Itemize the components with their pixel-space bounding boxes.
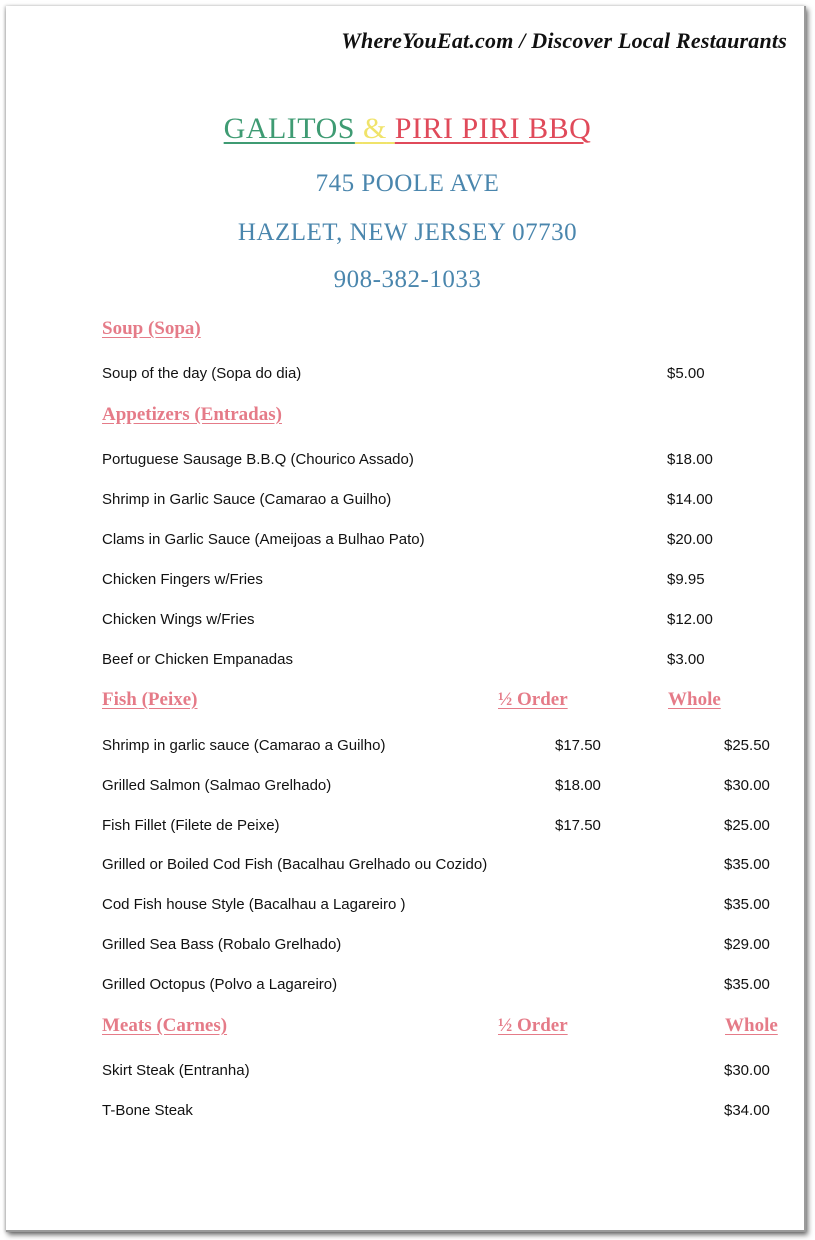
section-title-meats: Meats (Carnes) xyxy=(102,1015,228,1036)
menu-item-price: $14.00 xyxy=(667,491,713,508)
column-header-half-order: ½ Order xyxy=(498,689,568,710)
menu-item-name: Grilled Salmon (Salmao Grelhado) xyxy=(102,777,332,794)
address-line1: 745 POOLE AVE xyxy=(315,170,500,197)
menu-item-name: Shrimp in garlic sauce (Camarao a Guilho) xyxy=(102,737,386,754)
menu-item-whole-price: $34.00 xyxy=(724,1102,770,1119)
menu-item-whole-price: $35.00 xyxy=(724,896,770,913)
restaurant-name xyxy=(0,112,815,146)
menu-item-name: Beef or Chicken Empanadas xyxy=(102,651,293,668)
address-line2: HAZLET, NEW JERSEY 07730 xyxy=(237,219,578,246)
menu-item-half-price: $18.00 xyxy=(555,777,601,794)
phone-number: 908-382-1033 xyxy=(333,266,482,293)
restaurant-name-ampersand: & xyxy=(362,112,387,145)
menu-item-half-price: $17.50 xyxy=(555,737,601,754)
menu-item-name: Fish Fillet (Filete de Peixe) xyxy=(102,817,280,834)
restaurant-name-part2: PIRI PIRI BBQ xyxy=(394,112,592,145)
menu-item-name: Grilled Sea Bass (Robalo Grelhado) xyxy=(102,936,342,953)
site-watermark: WhereYouEat.com / Discover Local Restaurants xyxy=(341,28,787,53)
menu-item-name: Skirt Steak (Entranha) xyxy=(102,1062,250,1079)
menu-item-whole-price: $29.00 xyxy=(724,936,770,953)
menu-item-name: Grilled Octopus (Polvo a Lagareiro) xyxy=(102,976,338,993)
column-header-whole: Whole xyxy=(668,689,721,710)
menu-item-whole-price: $25.50 xyxy=(724,737,770,754)
menu-item-name: Chicken Fingers w/Fries xyxy=(102,571,263,588)
menu-item-whole-price: $35.00 xyxy=(724,856,770,873)
menu-item-name: T-Bone Steak xyxy=(102,1102,193,1119)
menu-item-price: $3.00 xyxy=(667,651,705,668)
menu-item-price: $9.95 xyxy=(667,571,705,588)
menu-item-price: $5.00 xyxy=(667,365,705,382)
menu-item-whole-price: $30.00 xyxy=(724,1062,770,1079)
section-title-appetizers: Appetizers (Entradas) xyxy=(102,404,282,425)
menu-item-whole-price: $25.00 xyxy=(724,817,770,834)
menu-item-price: $12.00 xyxy=(667,611,713,628)
menu-item-name: Chicken Wings w/Fries xyxy=(102,611,255,628)
column-header-whole: Whole xyxy=(725,1015,778,1036)
menu-item-whole-price: $30.00 xyxy=(724,777,770,794)
restaurant-name-part1: GALITOS xyxy=(223,112,355,145)
menu-item-price: $18.00 xyxy=(667,451,713,468)
menu-item-name: Shrimp in Garlic Sauce (Camarao a Guilho) xyxy=(102,491,392,508)
menu-item-whole-price: $35.00 xyxy=(724,976,770,993)
menu-item-name: Cod Fish house Style (Bacalhau a Lagareiro ) xyxy=(102,896,406,913)
section-title-fish: Fish (Peixe) xyxy=(102,689,198,710)
menu-item-name: Portuguese Sausage B.B.Q (Chourico Assado) xyxy=(102,451,414,468)
menu-item-name: Grilled or Boiled Cod Fish (Bacalhau Grelhado ou Cozido) xyxy=(102,856,488,873)
menu-item-price: $20.00 xyxy=(667,531,713,548)
menu-item-name: Soup of the day (Sopa do dia) xyxy=(102,365,302,382)
section-title-soup: Soup (Sopa) xyxy=(102,318,201,339)
menu-item-half-price: $17.50 xyxy=(555,817,601,834)
column-header-half-order: ½ Order xyxy=(498,1015,568,1036)
menu-item-name: Clams in Garlic Sauce (Ameijoas a Bulhao Pato) xyxy=(102,531,425,548)
